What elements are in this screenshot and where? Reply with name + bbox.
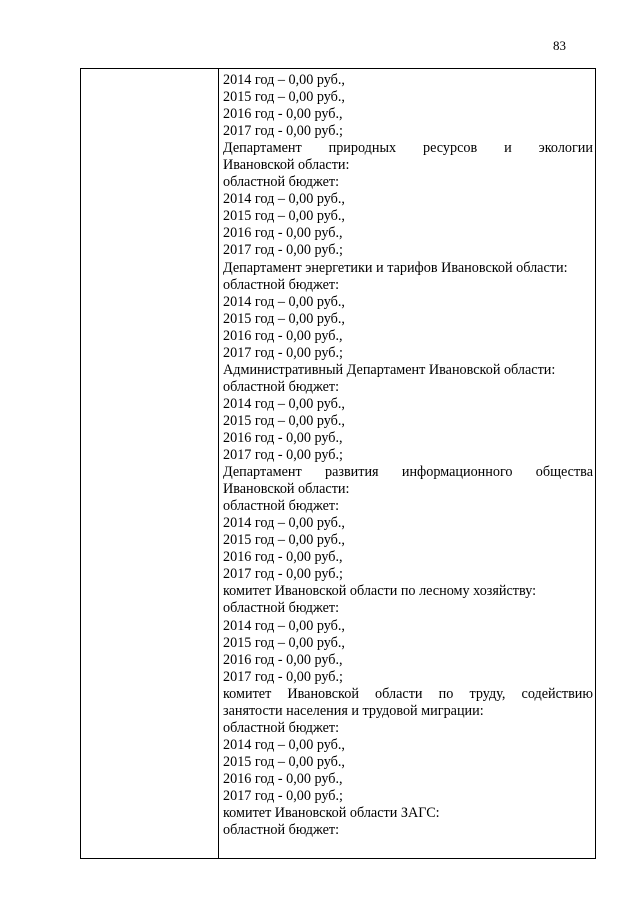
text-line: 2017 год - 0,00 руб.; xyxy=(223,566,344,583)
text-line: 2014 год – 0,00 руб., xyxy=(223,191,345,208)
text-line: 2017 год - 0,00 руб.; xyxy=(223,668,344,685)
text-line: Ивановской области: xyxy=(223,481,350,498)
text-line: 2015 год – 0,00 руб., xyxy=(223,208,345,225)
text-line: Департамент энергетики и тарифов Ивановской области: xyxy=(223,259,568,276)
text-line: 2015 год – 0,00 руб., xyxy=(223,634,345,651)
text-line: 2015 год – 0,00 руб., xyxy=(223,412,345,429)
text-line: 2016 год - 0,00 руб., xyxy=(223,651,343,668)
text-line: 2014 год – 0,00 руб., xyxy=(223,617,345,634)
page-number: 83 xyxy=(553,38,566,53)
text-line: 2015 год – 0,00 руб., xyxy=(223,532,345,549)
text-line: Административный Департамент Ивановской области: xyxy=(223,361,556,378)
text-line: областной бюджет: xyxy=(223,600,340,617)
text-line: комитет Ивановской области ЗАГС: xyxy=(223,805,440,822)
text-line: Департамент развития информационного общества xyxy=(223,464,593,481)
text-line: 2016 год - 0,00 руб., xyxy=(223,327,343,344)
text-line: областной бюджет: xyxy=(223,174,340,191)
text-line: 2017 год - 0,00 руб.; xyxy=(223,344,344,361)
text-line: комитет Ивановской области по лесному хозяйству: xyxy=(223,583,537,600)
text-line: 2014 год – 0,00 руб., xyxy=(223,736,345,753)
text-line: областной бюджет: xyxy=(223,276,340,293)
text-line: 2015 год – 0,00 руб., xyxy=(223,310,345,327)
text-line: областной бюджет: xyxy=(223,498,340,515)
text-line: 2014 год – 0,00 руб., xyxy=(223,293,345,310)
text-line: 2014 год – 0,00 руб., xyxy=(223,515,345,532)
text-line: 2017 год - 0,00 руб.; xyxy=(223,787,344,804)
text-line: комитет Ивановской области по труду, содействию xyxy=(223,685,593,702)
text-line: 2016 год - 0,00 руб., xyxy=(223,429,343,446)
text-line: 2016 год - 0,00 руб., xyxy=(223,549,343,566)
column-divider xyxy=(218,69,219,858)
text-line: 2014 год – 0,00 руб., xyxy=(223,395,345,412)
text-line: 2016 год - 0,00 руб., xyxy=(223,106,343,123)
text-line: 2017 год - 0,00 руб.; xyxy=(223,447,344,464)
text-line: областной бюджет: xyxy=(223,822,340,839)
text-line: 2016 год - 0,00 руб., xyxy=(223,225,343,242)
text-line: Ивановской области: xyxy=(223,157,350,174)
text-line: областной бюджет: xyxy=(223,378,340,395)
text-line: Департамент природных ресурсов и экологии xyxy=(223,140,593,157)
text-line: 2017 год - 0,00 руб.; xyxy=(223,123,344,140)
funding-text-cell xyxy=(223,72,593,839)
text-line: 2015 год – 0,00 руб., xyxy=(223,89,345,106)
text-line: занятости населения и трудовой миграции: xyxy=(223,702,484,719)
text-line: 2015 год – 0,00 руб., xyxy=(223,753,345,770)
text-line: областной бюджет: xyxy=(223,719,340,736)
text-line: 2017 год - 0,00 руб.; xyxy=(223,242,344,259)
text-line: 2014 год – 0,00 руб., xyxy=(223,72,345,88)
budget-table xyxy=(80,68,596,859)
text-line: 2016 год - 0,00 руб., xyxy=(223,770,343,787)
